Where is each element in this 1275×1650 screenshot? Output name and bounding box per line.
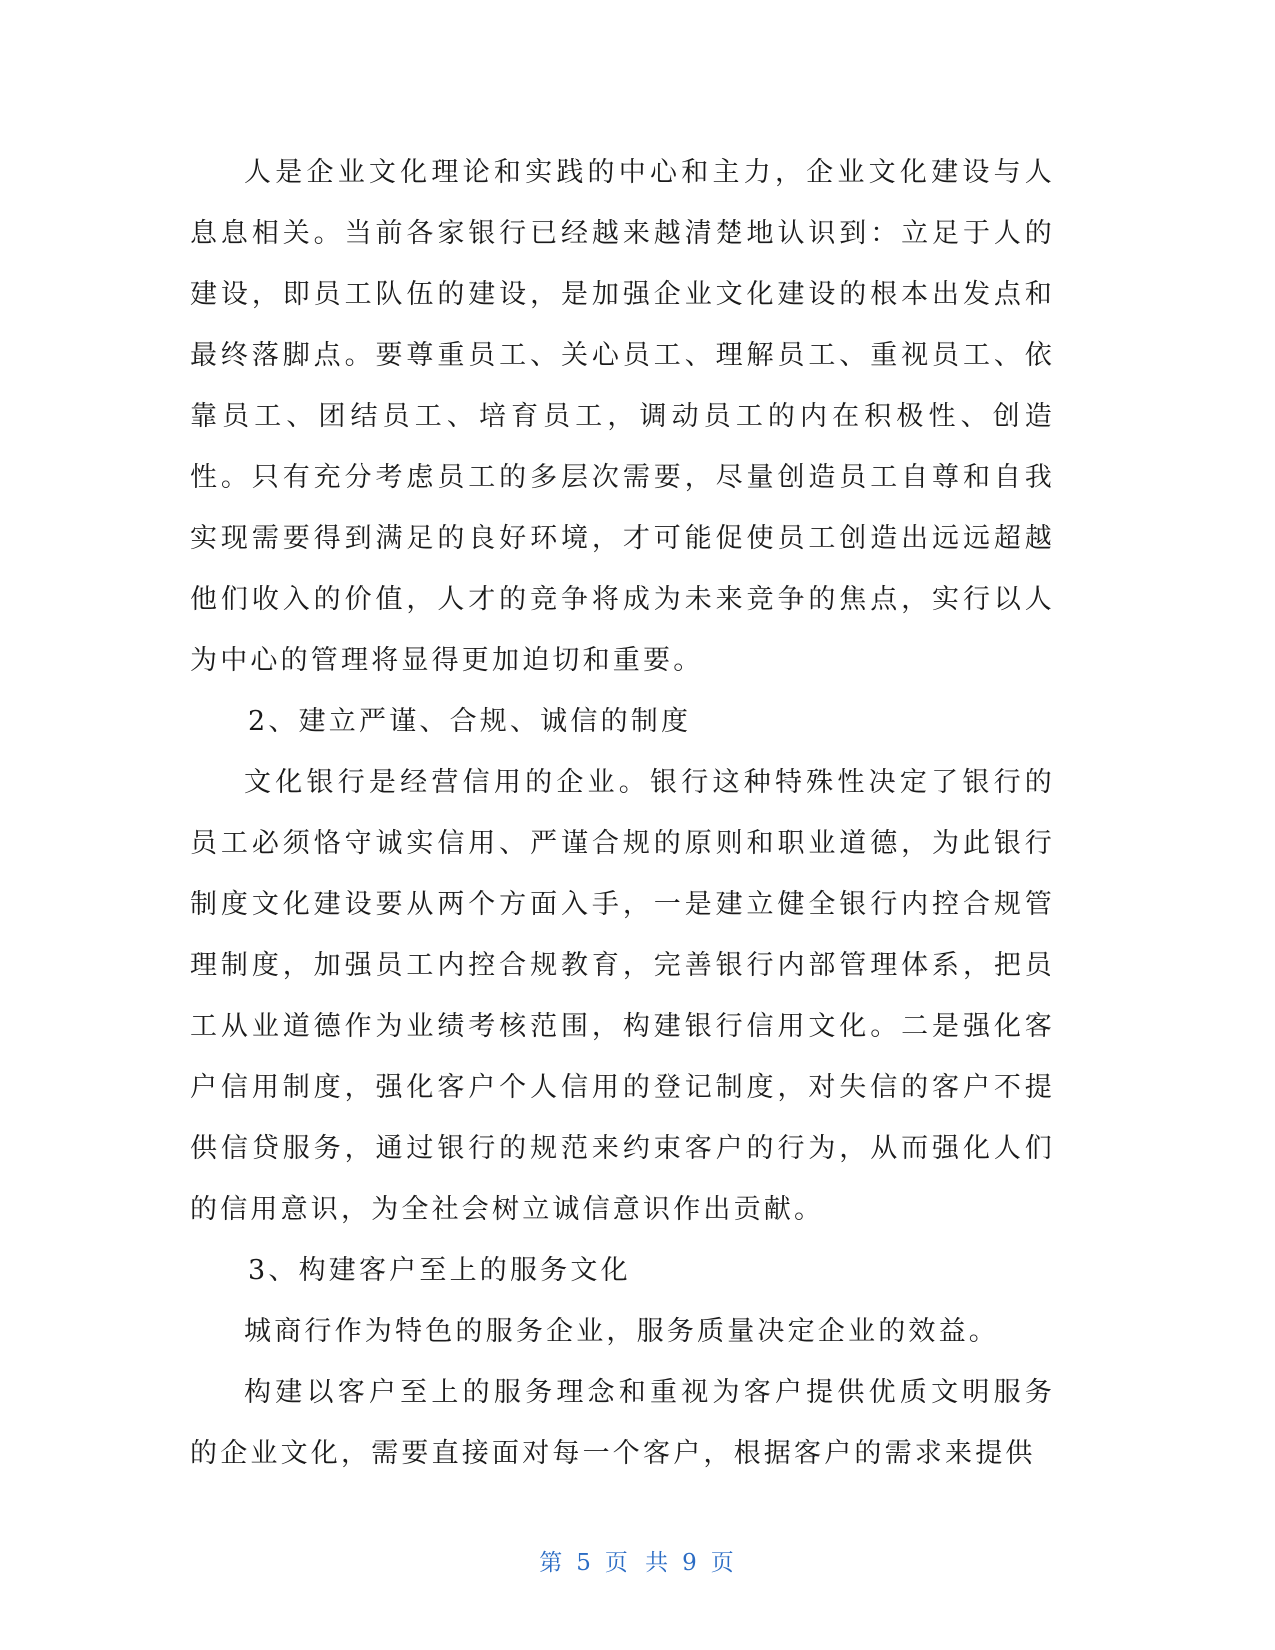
- heading-system: 2、建立严谨、合规、诚信的制度: [248, 706, 692, 737]
- footer-total-pages: 9: [682, 1550, 699, 1576]
- footer-prefix: 第: [539, 1550, 565, 1576]
- body-text: [190, 142, 1055, 1484]
- footer-suffix: 页: [710, 1550, 736, 1576]
- footer-current-page: 5: [576, 1550, 593, 1576]
- page-footer: [0, 1544, 1275, 1577]
- paragraph-service-quality: 城商行作为特色的服务企业，服务质量决定企业的效益。: [244, 1316, 999, 1347]
- paragraph-people-centered: 人是企业文化理论和实践的中心和主力，企业文化建设与人息息相关。当前各家银行已经越来越清楚地认识到：立足于人的建设，即员工队伍的建设，是加强企业文化建设的根本出发点和最终落脚点。要尊重员工、关心员工、理解员工、重视员工、依靠员工、团结员工、培育员工，调动员工的内在积极性、创造性。只有充分考虑员工的多层次需要，尽量创造员工自尊和自我实现需要得到满足的良好环境，才可能促使员工创造出远远超越他们收入的价值，人才的竞争将成为未来竞争的焦点，实行以人为中心的管理将显得更加迫切和重要。: [190, 157, 1055, 676]
- heading-service-culture: 3、构建客户至上的服务文化: [248, 1255, 631, 1286]
- paragraph-credit-system: 文化银行是经营信用的企业。银行这种特殊性决定了银行的员工必须恪守诚实信用、严谨合规的原则和职业道德，为此银行制度文化建设要从两个方面入手，一是建立健全银行内控合规管理制度，加强员工内控合规教育，完善银行内部管理体系，把员工从业道德作为业绩考核范围，构建银行信用文化。二是强化客户信用制度，强化客户个人信用的登记制度，对失信的客户不提供信贷服务，通过银行的规范来约束客户的行为，从而强化人们的信用意识，为全社会树立诚信意识作出贡献。: [190, 767, 1055, 1225]
- paragraph-customer-first: 构建以客户至上的服务理念和重视为客户提供优质文明服务的企业文化，需要直接面对每一个客户，根据客户的需求来提供: [190, 1377, 1055, 1469]
- footer-middle: 页 共: [604, 1550, 671, 1576]
